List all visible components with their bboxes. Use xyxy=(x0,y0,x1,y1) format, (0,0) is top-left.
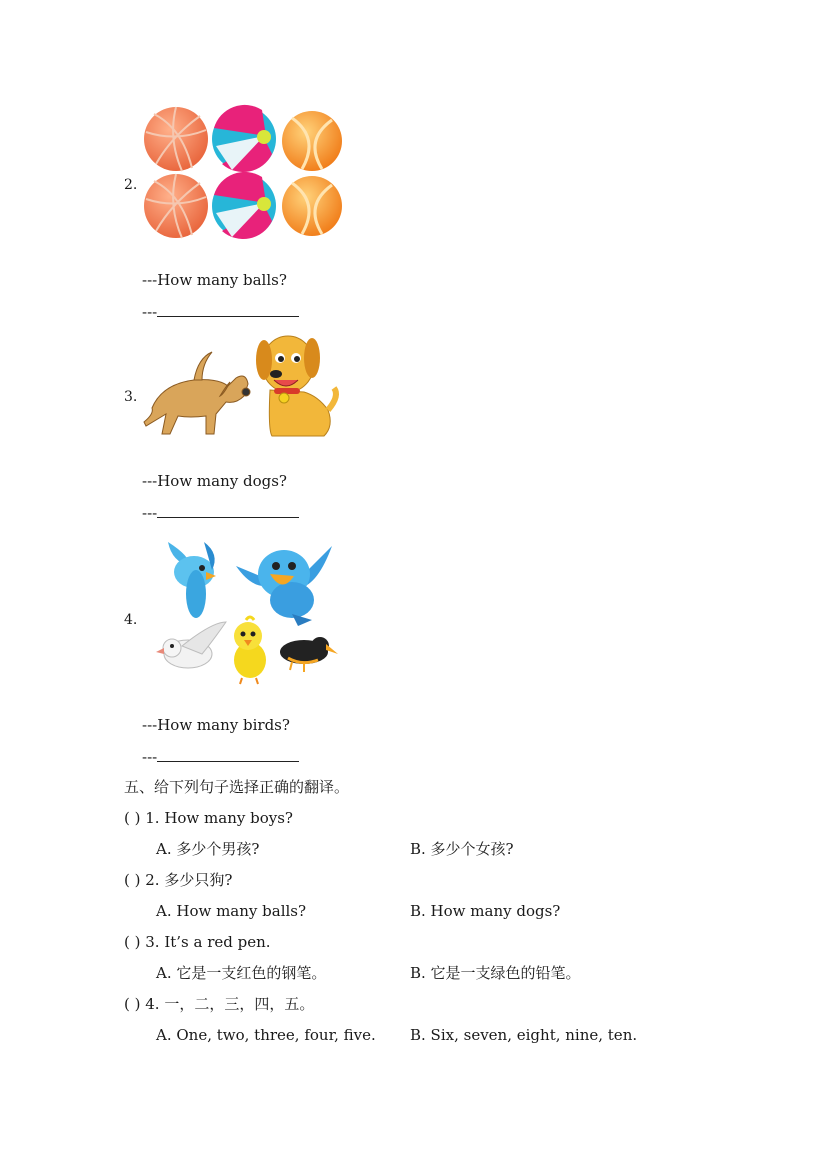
birds-picture xyxy=(142,536,338,686)
dog-sniffing-icon xyxy=(144,352,250,434)
question-text: ---How many birds? xyxy=(142,716,290,734)
basketball-icon xyxy=(144,107,208,171)
dog-sitting-icon xyxy=(256,336,336,436)
orange-ball-icon xyxy=(282,111,342,171)
yellow-chick-icon xyxy=(234,617,266,684)
option-a: A. 它是一支红色的钢笔。 xyxy=(156,964,327,982)
blue-bird-small-icon xyxy=(168,542,216,618)
question-text: ---How many balls? xyxy=(142,271,287,289)
answer-line[interactable]: --- xyxy=(142,503,299,522)
item-stem: ( ) 3. It’s a red pen. xyxy=(124,933,271,951)
item-stem: ( ) 2. 多少只狗? xyxy=(124,871,233,889)
white-dove-icon xyxy=(156,622,226,668)
dogs-picture xyxy=(142,330,338,442)
option-b: B. 它是一支绿色的铅笔。 xyxy=(410,964,581,982)
item-stem: ( ) 4. 一，二，三，四，五。 xyxy=(124,995,315,1013)
answer-line[interactable]: --- xyxy=(142,302,299,321)
balls-picture xyxy=(142,106,346,240)
option-b: B. How many dogs? xyxy=(410,902,561,920)
blue-bird-large-icon xyxy=(236,546,332,626)
option-a: A. One, two, three, four, five. xyxy=(156,1026,376,1044)
question-number: 3. xyxy=(124,389,138,405)
question-number: 2. xyxy=(124,177,138,193)
answer-blank[interactable] xyxy=(157,747,299,762)
section-title: 五、给下列句子选择正确的翻译。 xyxy=(124,778,350,796)
option-b: B. 多少个女孩? xyxy=(410,840,514,858)
answer-blank[interactable] xyxy=(157,503,299,518)
option-a: A. How many balls? xyxy=(156,902,307,920)
item-stem: ( ) 1. How many boys? xyxy=(124,809,293,827)
answer-line[interactable]: --- xyxy=(142,747,299,766)
beach-ball-icon xyxy=(212,105,276,172)
black-bird-icon xyxy=(280,637,338,672)
question-text: ---How many dogs? xyxy=(142,472,287,490)
option-b: B. Six, seven, eight, nine, ten. xyxy=(410,1026,638,1044)
answer-blank[interactable] xyxy=(157,302,299,317)
option-a: A. 多少个男孩? xyxy=(156,840,260,858)
question-number: 4. xyxy=(124,612,138,628)
